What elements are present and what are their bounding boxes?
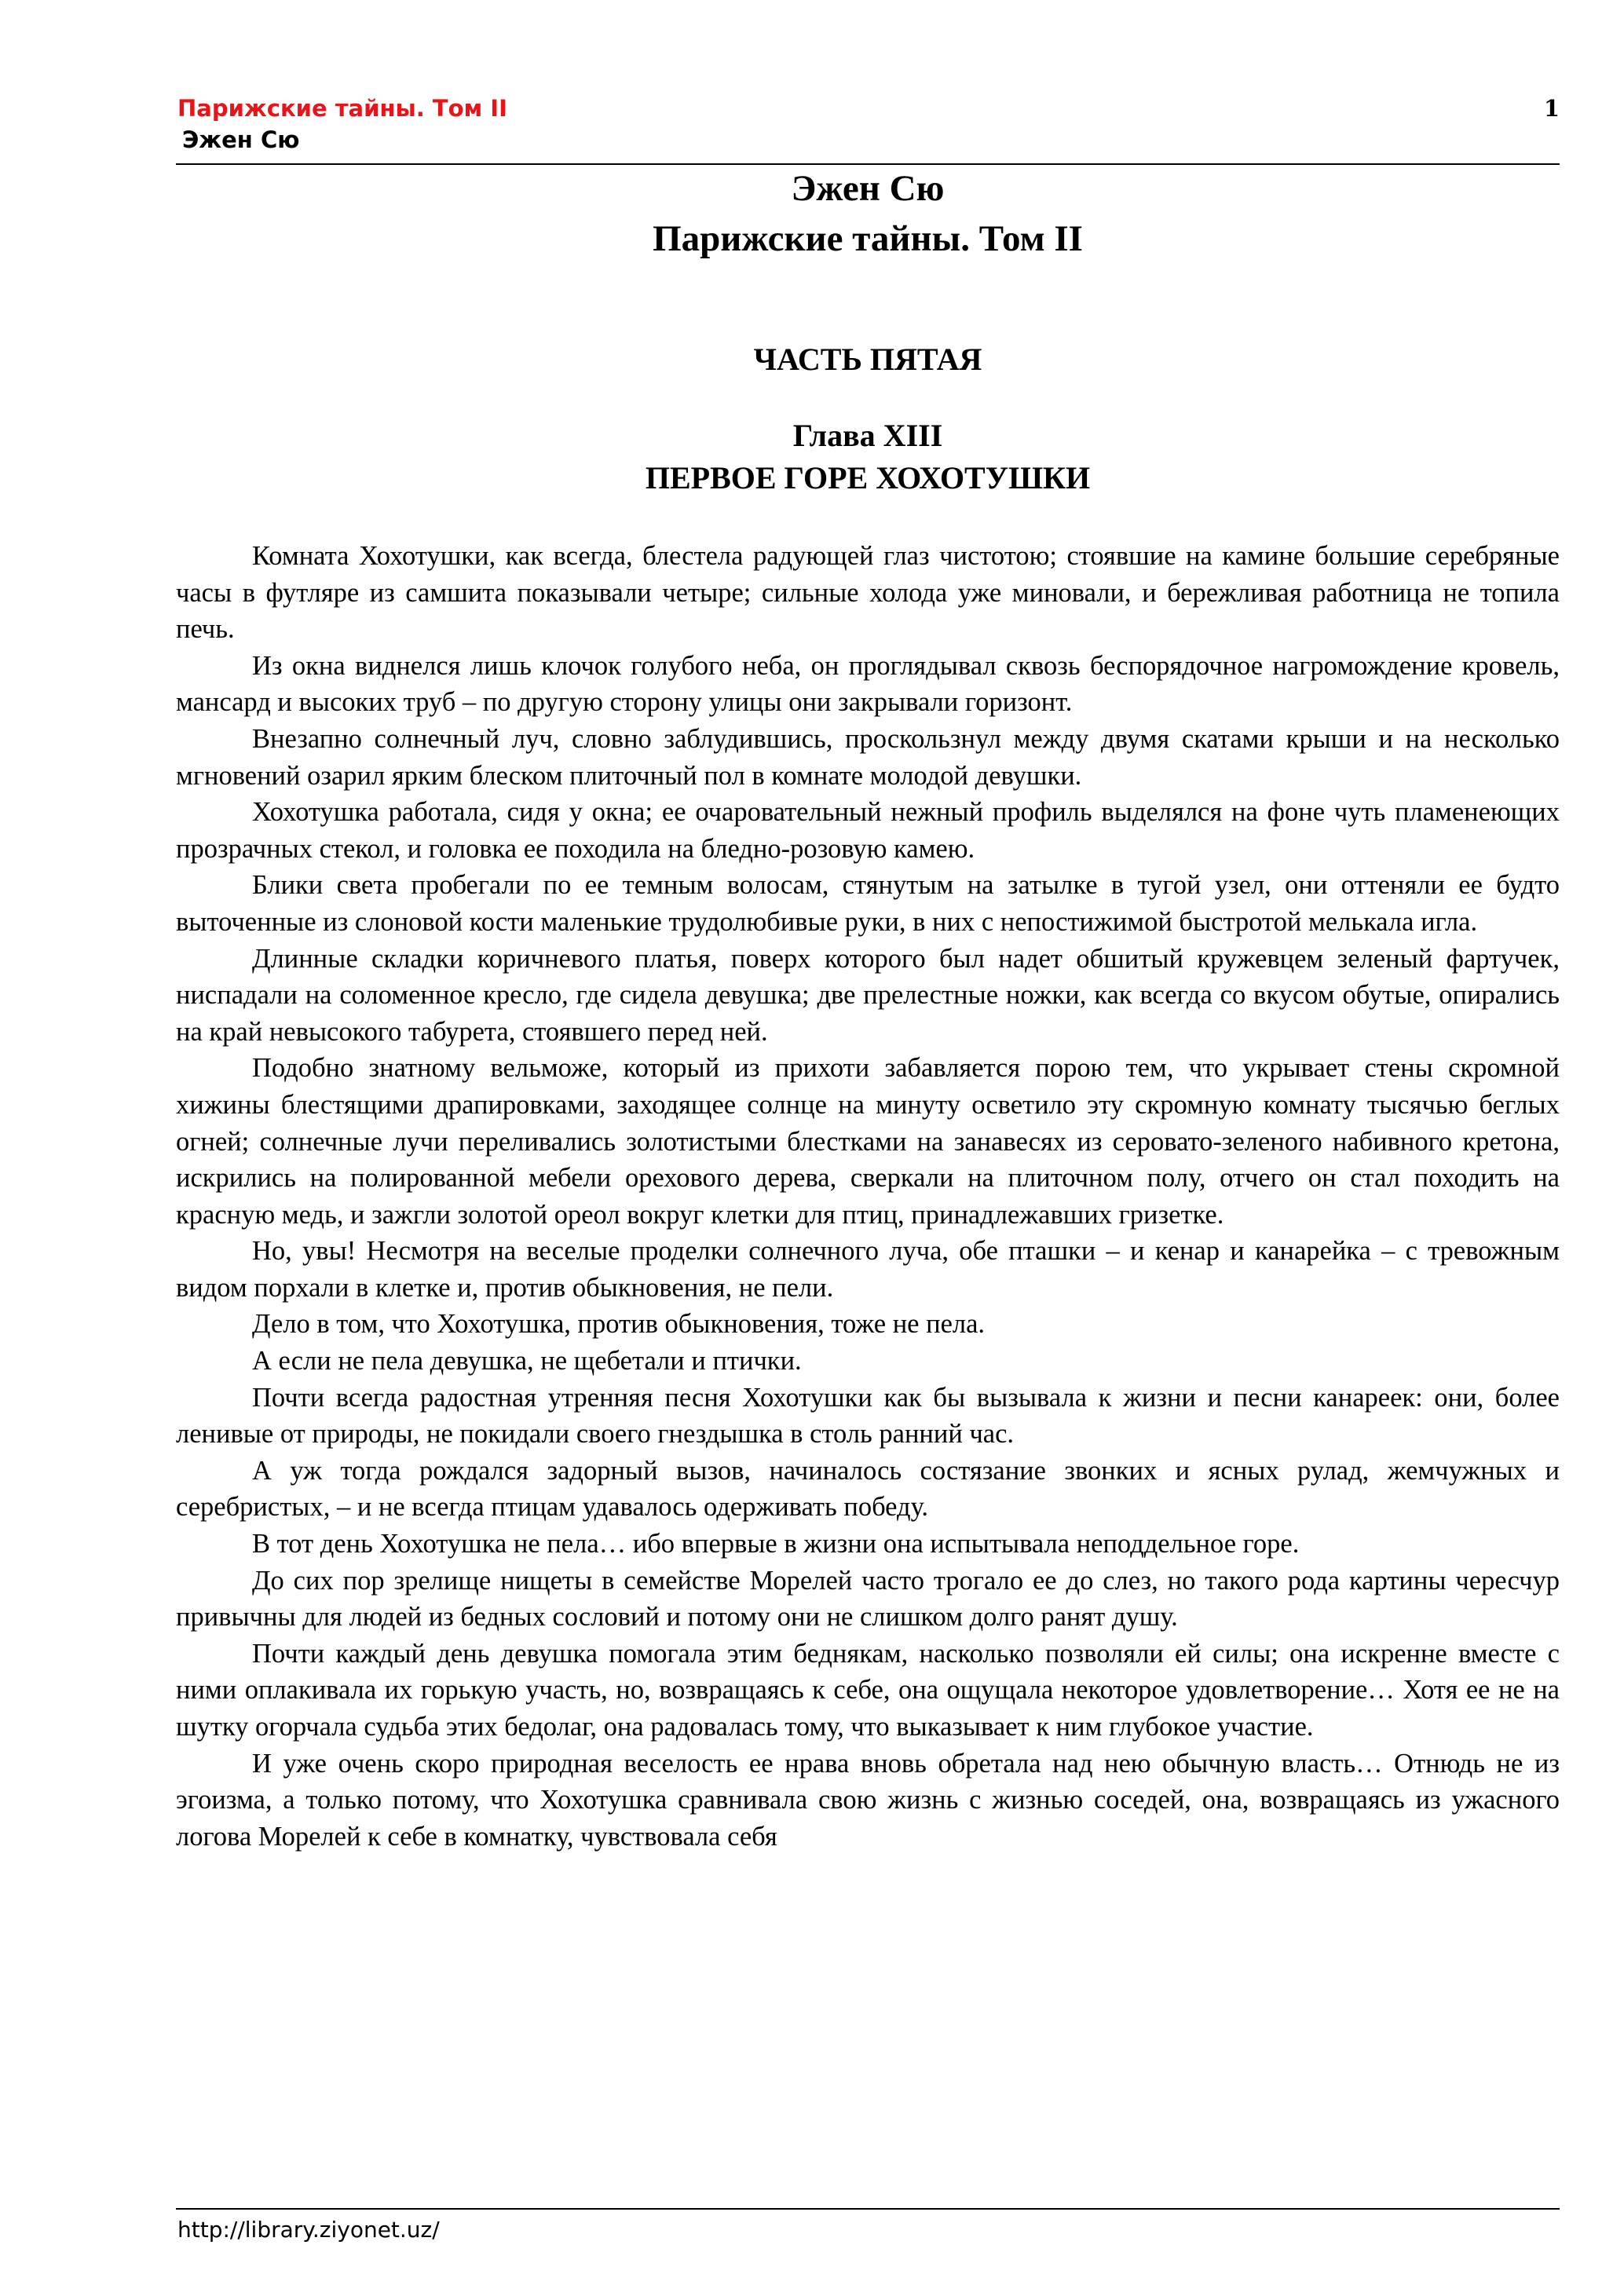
paragraph: Из окна виднелся лишь клочок голубого неба, он проглядывал сквозь беспорядочное нагромождение кровель, мансард и высоких труб – по другую сторону улицы они закрывали горизонт. — [176, 650, 1560, 718]
paragraph: А если не пела девушка, не щебетали и птички. — [252, 1346, 802, 1377]
running-header — [176, 93, 1560, 165]
paragraph: Дело в том, что Хохотушка, против обыкновения, тоже не пела. — [252, 1309, 986, 1340]
paragraph: Но, увы! Несмотря на веселые проделки солнечного луча, обе пташки – и кенар и канарейка – с тревожным видом порхали в клетке и, против обыкновения, не пели. — [176, 1236, 1560, 1303]
header-book-title: Парижские тайны. Том II — [177, 95, 507, 122]
document-page — [176, 0, 1560, 2296]
paragraph: Хохотушка работала, сидя у окна; ее очаровательный нежный профиль выделялся на фоне чуть пламенеющих прозрачных стекол, и головка ее походила на бледно-розовую камею. — [176, 797, 1560, 864]
footer-url: http://library.ziyonet.uz/ — [177, 2217, 440, 2243]
chapter-number: Глава XIII — [792, 418, 943, 453]
paragraph: Почти всегда радостная утренняя песня Хохотушки как бы вызывала к жизни и песни канареек: они, более ленивые от природы, не покидали своего гнездышка в столь ранний час. — [176, 1382, 1560, 1450]
paragraph: Подобно знатному вельможе, который из прихоти забавляется порою тем, что укрывает стены скромной хижины блестящими драпировками, заходящее солнце на минуту осветило эту скромную комнату тысячью беглых огней; солнечные лучи переливались золотистыми блестками на занавесях из серовато-зеленого набивного кретона, искрились на полированной мебели орехового дерева, сверкали на плиточном полу, отчего он стал походить на красную медь, и зажгли золотой ореол вокруг клетки для птиц, принадлежавших гризетке. — [176, 1053, 1560, 1230]
page-number: 1 — [1543, 95, 1560, 122]
paragraph: Почти каждый день девушка помогала этим беднякам, насколько позволяли ей силы; она искренне вместе с ними оплакивала их горькую участь, но, возвращаясь к себе, она ощущала некоторое удовлетворение… Хотя ее не на шутку огорчала судьба этих бедолаг, она радовалась тому, что выказывает к ним глубокое участие. — [176, 1638, 1560, 1742]
paragraph: В тот день Хохотушка не пела… ибо впервые в жизни она испытывала неподдельное горе. — [252, 1529, 1300, 1559]
part-heading: ЧАСТЬ ПЯТАЯ — [753, 342, 982, 377]
page-footer — [176, 2208, 1560, 2246]
body-text — [176, 538, 1560, 1855]
chapter-name: ПЕРВОЕ ГОРЕ ХОХОТУШКИ — [645, 460, 1091, 495]
paragraph: Комната Хохотушки, как всегда, блестела радующей глаз чистотою; стоявшие на камине большие серебряные часы в футляре из самшита показывали четыре; сильные холода уже миновали, и бережливая работница не топила печь. — [176, 541, 1560, 645]
book-title: Парижские тайны. Том II — [653, 218, 1083, 259]
paragraph: До сих пор зрелище нищеты в семействе Морелей часто трогало ее до слез, но такого рода картины чересчур привычны для людей из бедных сословий и потому они не слишком долго ранят душу. — [176, 1565, 1560, 1632]
paragraph: И уже очень скоро природная веселость ее нрава вновь обретала над нею обычную власть… Отнюдь не из эгоизма, а только потому, что Хохотушка сравнивала свою жизнь с жизнью соседей, она, возвращаясь из ужасного логова Морелей к себе в комнатку, чувствовала себя — [176, 1748, 1560, 1852]
title-block — [176, 163, 1560, 264]
header-author: Эжен Сю — [182, 126, 300, 153]
paragraph: А уж тогда рождался задорный вызов, начиналось состязание звонких и ясных рулад, жемчужных и серебристых, – и не всегда птицам удавалось одерживать победу. — [176, 1455, 1560, 1523]
chapter-heading — [176, 415, 1560, 499]
book-author: Эжен Сю — [791, 168, 945, 209]
paragraph: Длинные складки коричневого платья, поверх которого был надет обшитый кружевцем зеленый фартучек, ниспадали на соломенное кресло, где сидела девушка; две прелестные ножки, как всегда со вкусом обутые, опирались на край невысокого табурета, стоявшего перед ней. — [176, 943, 1560, 1047]
paragraph: Блики света пробегали по ее темным волосам, стянутым на затылке в тугой узел, они оттеняли ее будто выточенные из слоновой кости маленькие трудолюбивые руки, в них с непостижимой быстротой мелькала игла. — [176, 870, 1560, 937]
paragraph: Внезапно солнечный луч, словно заблудившись, проскользнул между двумя скатами крыши и на несколько мгновений озарил ярким блеском плиточный пол в комнате молодой девушки. — [176, 723, 1560, 791]
